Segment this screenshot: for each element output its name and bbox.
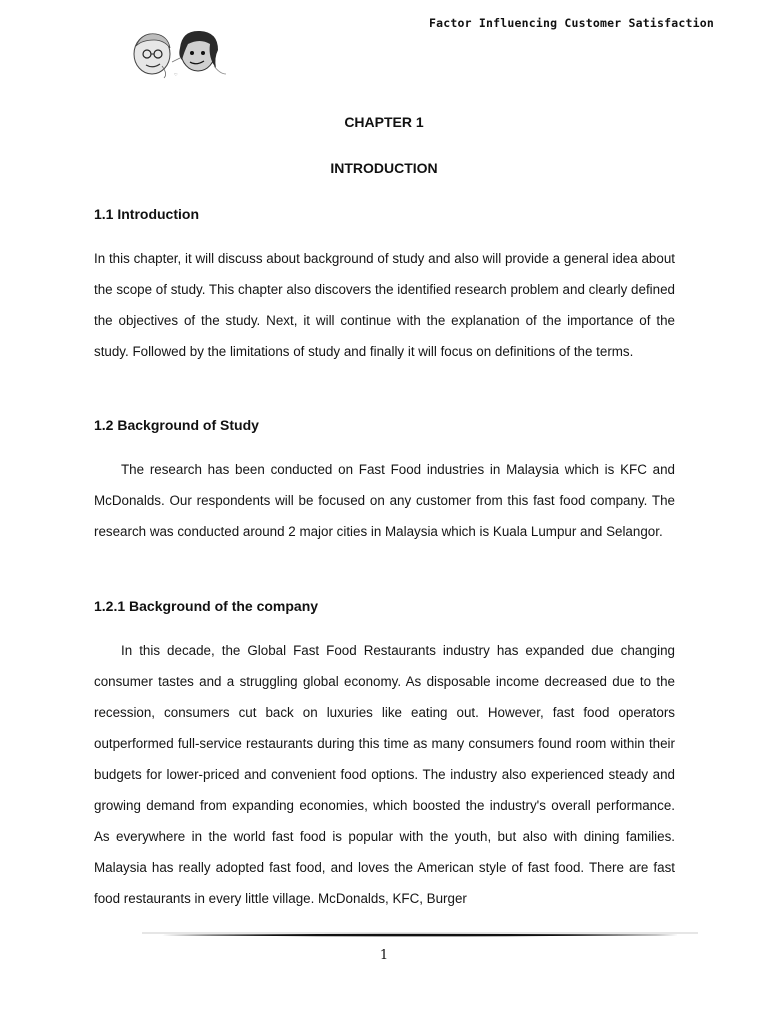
section-body-company: In this decade, the Global Fast Food Restaurants industry has expanded due changing consumer tastes and a struggling global economy. As disposable income decreased due to the recession, consumers cut back on luxuries like eating out. However, fast food operators outperformed full-service restaurants during this time as many consumers found room within their budgets for lower-priced and convenient food options. The industry also experienced steady and growing demand from expanding economies, which boosted the industry's overall performance. As everywhere in the world fast food is popular with the youth, but also with dining families. Malaysia has really adopted fast food, and loves the American style of fast food. There are fast food restaurants in every little village. McDonalds, KFC, Burger — [94, 643, 675, 906]
page-number: 1 — [379, 948, 389, 963]
section-body-background: The research has been conducted on Fast Food industries in Malaysia which is KFC and McDonalds. Our respondents will be focused on any customer from this fast food company. The research was conducted around 2 major cities in Malaysia which is Kuala Lumpur and Selangor. — [94, 462, 675, 539]
young-face-illustration — [179, 31, 226, 74]
running-header: Factor Influencing Customer Satisfaction — [429, 16, 714, 30]
elderly-face-illustration — [134, 34, 170, 78]
chapter-title: INTRODUCTION — [330, 160, 438, 176]
footer-divider — [142, 932, 698, 938]
svg-text:♡: ♡ — [174, 72, 178, 77]
section-heading-company: 1.2.1 Background of the company — [94, 598, 319, 614]
section-heading-background: 1.2 Background of Study — [94, 417, 259, 433]
chapter-number: CHAPTER 1 — [344, 114, 424, 130]
section-heading-introduction: 1.1 Introduction — [94, 206, 199, 222]
header-illustration — [128, 28, 228, 80]
section-body-introduction: In this chapter, it will discuss about background of study and also will provide a general idea about the scope of study. This chapter also discovers the identified research problem and clearly defined the objectives of the study. Next, it will continue with the explanation of the importance of the study. Followed by the limitations of study and finally it will focus on definitions of the terms. — [94, 251, 675, 359]
